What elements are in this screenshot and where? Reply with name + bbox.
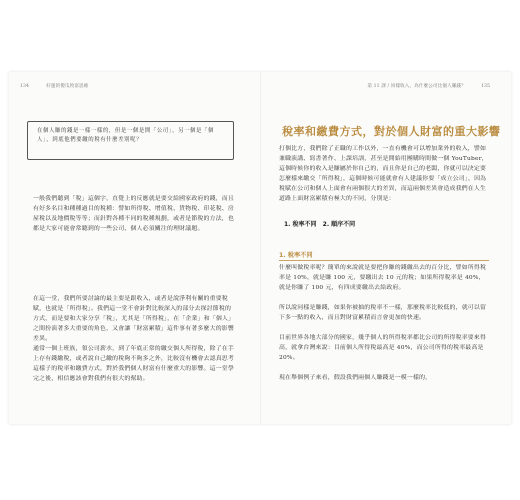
- subsection-heading: 1. 稅率不同: [279, 252, 313, 259]
- reason-item-1: 1. 稅率不同: [284, 221, 317, 228]
- left-paragraph-2: 在這一堂，我們所要討論的最主要是跟收入，或者是說淨利有關的重要稅賦，也就是「所得稅」。我們這一堂不會針對比較深入的部分去探討節稅的方式，而是要和大家分享「稅」，尤其是「所得稅」，在「企業」和「個人」之間扮演著多大重要的角色，又會讓「財富累積」這件事有著多麼大的影響差異。: [33, 296, 235, 343]
- left-page-number: 134: [20, 84, 30, 89]
- subsection-divider: [279, 260, 489, 261]
- right-paragraph-3: 所以說同樣是賺錢，如果你被抽的稅率不一樣，那麼稅率比較低的，就可以留下多一點的收入，而且對財富累積而言會更加的快速。: [279, 305, 487, 322]
- reason-item-2: 2. 順序不同: [322, 221, 356, 228]
- left-paragraph-1: 一般我們聽到「稅」這個字，直覺上的反應就是要交給國家政府的錢，而且有好多名目和種種過目的稅種：譬如所得稅、增值稅、貨物稅、印花稅、房屋稅以及地價稅等等；而針對各種不同的稅種規劃，或者是節稅的方法，也都是大家可能會常聽到的一些公司、個人必須關注的理財議題。: [33, 196, 234, 233]
- section-title: 稅率和繳費方式，對於個人財富的重大影響: [282, 125, 501, 138]
- left-header-title: 好運的傻瓜致富思維: [46, 84, 89, 89]
- right-paragraph-2: 什麼叫做稅率呢？簡單的來說就是要把你賺的錢繳出去的百分比，譬如所得稅率是 10%，就是賺 100 元，要繳出去 10 元的稅；如果所得稅率是 40%，就是你賺了 100 元，有四成要繳出去給政府。: [279, 265, 487, 292]
- right-page-header: [367, 83, 490, 89]
- right-paragraph-4: 目前世界各地大部分的國家，幾乎個人的所得稅率都比公司的所得稅率要來得高，就拿台灣來說：目前個人所得稅最高是 40%，而公司所得的稅率最高是 20%。: [279, 335, 487, 362]
- right-paragraph-1: 打個比方，我們除了正職的工作以外，一直有機會可以增加業外的收入，譬如兼職演講、寫書著作、上課培訓，甚至是開始用團購時間做一個 YouTuber，這個時候你的收入是賺屬於你自己的，而且你是自己的老闆，你就可以決定要怎麼樣來繳交「所得稅」，這個時候可能就會有人建議你要「成立公司」，因為稅賦在公司和個人上面會有兩個很大的差異，而這兩個差異會造成我們在人生道路上面財富累積有極大的不同，分別是：: [279, 146, 488, 203]
- callout-text: 在個人賺的錢是一樣一樣的，但是一個是開「公司」，另一個是「個人」，到底他們要繳的稅有什麼差別呢？: [37, 128, 215, 143]
- left-page-header: [20, 83, 88, 89]
- right-header-title: 第 11 課 / 同樣收入，為什麼公司比個人賺錢？: [367, 84, 466, 89]
- left-paragraph-3: 通常一個上班族，領公司薪水，到了年底正常的繳交個人所得稅，除了在手上存有錢繳稅，或者說自己繳的稅夠不夠多之外，比較沒有機會去認真思考這樣子的稅率和繳費方式，對於我們個人財富有什麼重大的影響。這一堂學完之後，相信應該會對我們有很大的幫助。: [33, 346, 234, 383]
- book-gutter: [260, 72, 261, 424]
- right-paragraph-5: 現在舉個例子來看，假設我們兩個人賺錢是一模一樣的，: [279, 375, 432, 381]
- reason-list: [284, 219, 484, 228]
- right-page-number: 135: [480, 84, 490, 89]
